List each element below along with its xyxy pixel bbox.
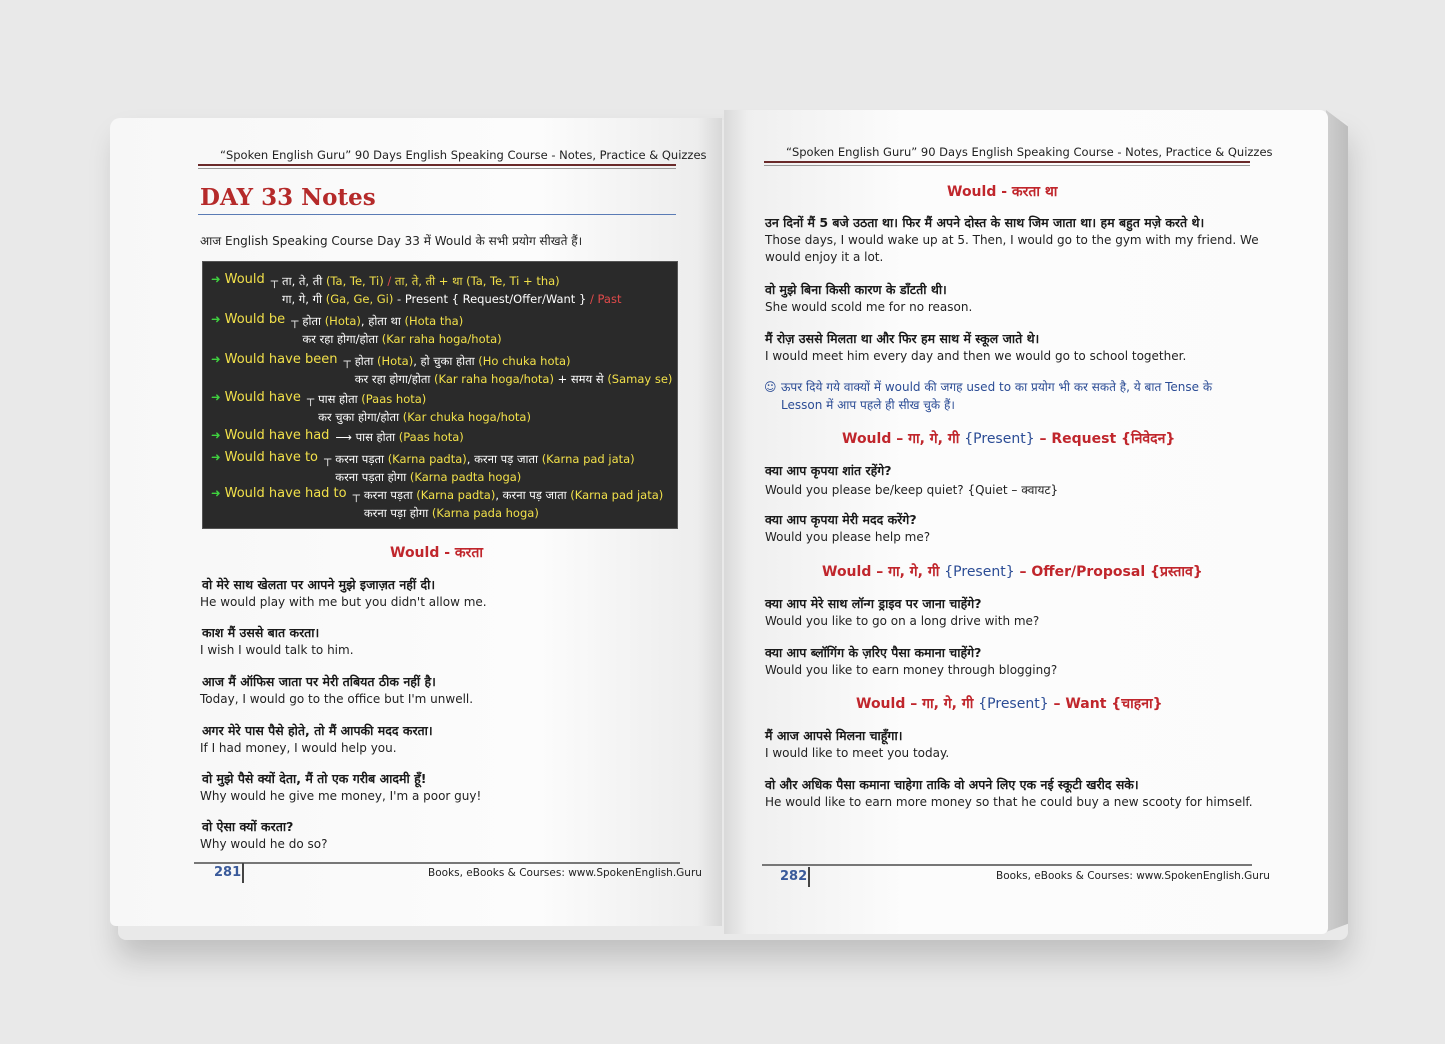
example-english: Why would he do so? bbox=[200, 837, 328, 851]
example-english: He would like to earn more money so that he could buy a new scooty for himself. bbox=[765, 795, 1253, 809]
example-hindi: वो मेरे साथ खेलता पर आपने मुझे इजाज़त नहीं दी। bbox=[202, 577, 436, 592]
page-number: 282 bbox=[780, 869, 808, 884]
note-line-1: ऊपर दिये गये वाक्यों में would की जगह used to का प्रयोग भी कर सकते है, ये बात Tense के bbox=[781, 380, 1213, 394]
example-english: I would meet him every day and then we would go to school together. bbox=[765, 349, 1187, 363]
smiley-icon: ☺ bbox=[764, 380, 777, 394]
heading-part: – Offer/Proposal {प्रस्ताव} bbox=[1014, 564, 1203, 580]
board-row bbox=[211, 312, 502, 348]
board-row bbox=[211, 486, 663, 522]
example-hindi: मैं आज आपसे मिलना चाहूँगा। bbox=[765, 728, 903, 743]
page-footer: Books, eBooks & Courses: www.SpokenEnglish.Guru bbox=[996, 870, 1270, 882]
green-arrow-icon: ➜ bbox=[211, 486, 221, 500]
example-english: He would play with me but you didn't allow me. bbox=[200, 595, 487, 609]
board-meaning: ता, ते, ती (Ta, Te, Ti) / ता, ते, ती + था (Ta, Te, Ti + tha) bbox=[282, 274, 560, 288]
heading-part: Would – गा, गे, गी bbox=[856, 696, 979, 712]
green-arrow-icon: ➜ bbox=[211, 352, 221, 366]
example-english: If I had money, I would help you. bbox=[200, 741, 397, 755]
board-meaning: करना पड़ा होगा (Karna pada hoga) bbox=[363, 506, 539, 520]
heading-part: – Request {निवेदन} bbox=[1034, 431, 1176, 447]
board-meaning: ⟶ पास होता (Paas hota) bbox=[335, 430, 464, 444]
board-term: Would bbox=[224, 272, 265, 287]
board-meaning: कर रहा होगा/होता (Kar raha hoga/hota) + समय से (Samay se) bbox=[354, 372, 673, 386]
heading-tense: {Present} bbox=[964, 431, 1035, 447]
bracket-icon: ┬ bbox=[352, 488, 360, 502]
green-arrow-icon: ➜ bbox=[211, 390, 221, 404]
board-meaning: करना पड़ता (Karna padta), करना पड़ जाता (Karna pad jata) bbox=[363, 488, 664, 502]
example-english: Would you please be/keep quiet? {Quiet – क्वायट} bbox=[765, 483, 1059, 497]
section-heading-past-habit: Would - करता था bbox=[947, 184, 1058, 200]
heading-part: Would – गा, गे, गी bbox=[822, 564, 945, 580]
board-meaning: करना पड़ता (Karna padta), करना पड़ जाता (Karna pad jata) bbox=[335, 452, 635, 466]
board-meaning: होता (Hota), हो चुका होता (Ho chuka hota) bbox=[354, 354, 571, 368]
would-usage-board bbox=[202, 261, 678, 529]
section-heading-want bbox=[856, 694, 1163, 713]
heading-part: Would – गा, गे, गी bbox=[842, 431, 965, 447]
page-number-divider bbox=[242, 863, 244, 883]
board-row bbox=[211, 272, 621, 308]
section-heading-request bbox=[842, 429, 1175, 448]
green-arrow-icon: ➜ bbox=[211, 312, 221, 326]
board-term: Would be bbox=[224, 312, 286, 327]
example-hindi: क्या आप मेरे साथ लॉन्ग ड्राइव पर जाना चाहेंगे? bbox=[765, 596, 982, 611]
page-footer: Books, eBooks & Courses: www.SpokenEnglish.Guru bbox=[428, 867, 702, 879]
bracket-icon: ┬ bbox=[343, 354, 351, 368]
board-term: Would have been bbox=[224, 352, 338, 367]
example-english: She would scold me for no reason. bbox=[765, 300, 973, 314]
example-hindi: वो मुझे बिना किसी कारण के डाँटती थी। bbox=[765, 282, 947, 297]
section-heading: Would - करता bbox=[390, 545, 483, 561]
left-page bbox=[110, 118, 722, 926]
example-hindi: उन दिनों मैं 5 बजे उठता था। फिर मैं अपने दोस्त के साथ जिम जाता था। हम बहुत मज़े करते थे। bbox=[765, 215, 1205, 230]
note-line-2: Lesson में आप पहले ही सीख चुके हैं। bbox=[781, 398, 955, 412]
board-row bbox=[211, 428, 464, 446]
bracket-icon: ┬ bbox=[270, 274, 279, 288]
board-term: Would have had to bbox=[224, 486, 347, 501]
board-term: Would have bbox=[224, 390, 301, 405]
page-number-divider bbox=[808, 867, 810, 887]
example-hindi: वो और अधिक पैसा कमाना चाहेगा ताकि वो अपने लिए एक नई स्कूटी खरीद सके। bbox=[765, 777, 1139, 792]
example-english: Would you please help me? bbox=[765, 530, 931, 544]
footer-rule bbox=[194, 862, 680, 864]
example-hindi: काश मैं उससे बात करता। bbox=[202, 625, 320, 640]
heading-part: – Want {चाहना} bbox=[1048, 696, 1163, 712]
example-hindi: क्या आप ब्लॉगिंग के ज़रिए पैसा कमाना चाहेंगे? bbox=[765, 645, 982, 660]
heading-tense: {Present} bbox=[944, 564, 1015, 580]
example-english: I would like to meet you today. bbox=[765, 746, 950, 760]
board-row bbox=[211, 450, 635, 486]
board-row bbox=[211, 390, 531, 426]
board-meaning: कर चुका होगा/होता (Kar chuka hoga/hota) bbox=[318, 410, 531, 424]
bracket-icon: ┬ bbox=[306, 392, 315, 406]
book-page-edges bbox=[1326, 110, 1348, 932]
board-row bbox=[211, 352, 672, 388]
bracket-icon: ┬ bbox=[324, 452, 332, 466]
header-rule bbox=[764, 161, 1250, 163]
intro-text: आज English Speaking Course Day 33 में Would के सभी प्रयोग सीखते हैं। bbox=[200, 234, 583, 248]
example-english: Would you like to go on a long drive with me? bbox=[765, 614, 1040, 628]
board-term: Would have to bbox=[224, 450, 319, 465]
example-english-cont: would enjoy it a lot. bbox=[765, 250, 884, 264]
board-term: Would have had bbox=[224, 428, 330, 443]
green-arrow-icon: ➜ bbox=[211, 450, 221, 464]
section-heading-offer bbox=[822, 562, 1203, 581]
page-header: “Spoken English Guru” 90 Days English Speaking Course - Notes, Practice & Quizzes bbox=[220, 148, 707, 162]
right-page bbox=[724, 110, 1328, 934]
example-hindi: क्या आप कृपया शांत रहेंगे? bbox=[765, 463, 892, 478]
green-arrow-icon: ➜ bbox=[211, 428, 221, 442]
footer-rule bbox=[762, 864, 1252, 866]
example-hindi: आज मैं ऑफिस जाता पर मेरी तबियत ठीक नहीं है। bbox=[202, 674, 436, 689]
header-rule-thin bbox=[198, 168, 676, 169]
board-meaning: गा, गे, गी (Ga, Ge, Gi) - Present { Request/Offer/Want } / Past bbox=[282, 292, 622, 306]
header-rule bbox=[198, 164, 676, 166]
page-number: 281 bbox=[214, 865, 242, 880]
example-english: Those days, I would wake up at 5. Then, I would go to the gym with my friend. We bbox=[765, 233, 1259, 247]
day-title: DAY 33 Notes bbox=[200, 184, 376, 211]
board-meaning: पास होता (Paas hota) bbox=[318, 392, 427, 406]
board-meaning: करना पड़ता होगा (Karna padta hoga) bbox=[335, 470, 522, 484]
board-meaning: होता (Hota), होता था (Hota tha) bbox=[302, 314, 464, 328]
example-english: Today, I would go to the office but I'm unwell. bbox=[200, 692, 474, 706]
example-hindi: वो ऐसा क्यों करता? bbox=[202, 819, 294, 834]
page-header: “Spoken English Guru” 90 Days English Speaking Course - Notes, Practice & Quizzes bbox=[786, 145, 1273, 159]
heading-tense: {Present} bbox=[978, 696, 1049, 712]
example-hindi: अगर मेरे पास पैसे होते, तो मैं आपकी मदद करता। bbox=[202, 723, 433, 738]
example-english: I wish I would talk to him. bbox=[200, 643, 354, 657]
example-hindi: क्या आप कृपया मेरी मदद करेंगे? bbox=[765, 512, 917, 527]
example-hindi: मैं रोज़ उससे मिलता था और फिर हम साथ में स्कूल जाते थे। bbox=[765, 331, 1040, 346]
example-english: Would you like to earn money through blogging? bbox=[765, 663, 1058, 677]
board-meaning: कर रहा होगा/होता (Kar raha hoga/hota) bbox=[302, 332, 502, 346]
example-hindi: वो मुझे पैसे क्यों देता, मैं तो एक गरीब आदमी हूँ! bbox=[202, 771, 427, 786]
title-rule bbox=[198, 214, 676, 215]
header-rule-thin bbox=[764, 165, 1250, 166]
green-arrow-icon: ➜ bbox=[211, 272, 221, 286]
example-english: Why would he give me money, I'm a poor guy! bbox=[200, 789, 482, 803]
bracket-icon: ┬ bbox=[291, 314, 299, 328]
